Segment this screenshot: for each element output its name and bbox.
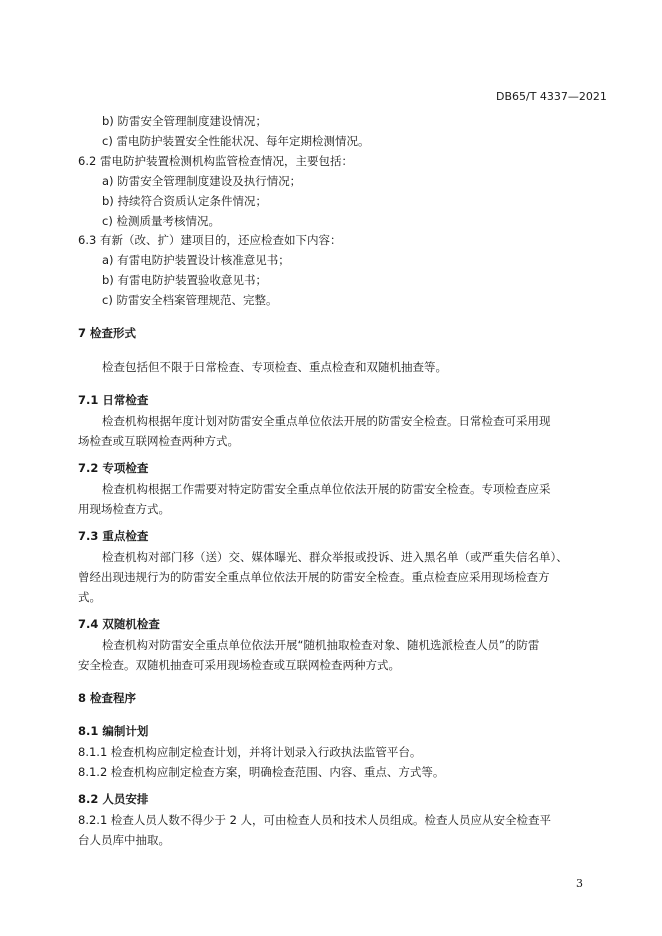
list-item: a) 防雷安全管理制度建设及执行情况； [102,174,302,188]
list-item: b) 防雷安全管理制度建设情况； [102,114,267,128]
paragraph: 检查包括但不限于日常检查、专项检查、重点检查和双随机抽查等。 [102,360,447,374]
list-item: a) 有雷电防护装置设计核准意见书； [102,253,290,267]
paragraph: 用现场检查方式。 [78,502,170,516]
list-item: c) 防雷安全档案管理规范、完整。 [102,293,278,307]
paragraph: 检查机构对部门移（送）交、媒体曝光、群众举报或投诉、进入黑名单（或严重失信名单）、 [102,550,568,564]
section-heading-7-3: 7.3 重点检查 [78,529,149,543]
list-item: c) 检测质量考核情况。 [102,214,220,228]
section-heading-7-2: 7.2 专项检查 [78,461,149,475]
section-heading-8-2: 8.2 人员安排 [78,792,149,806]
clause-8-1-2: 8.1.2 检查机构应制定检查方案，明确检查范围、内容、重点、方式等。 [78,765,445,779]
section-heading-8: 8 检查程序 [78,691,137,705]
clause-6-3: 6.3 有新（改、扩）建项目的，还应检查如下内容： [78,233,342,247]
section-heading-7: 7 检查形式 [78,326,137,340]
list-item: b) 持续符合资质认定条件情况； [102,194,267,208]
clause-6-2: 6.2 雷电防护装置检测机构监管检查情况，主要包括： [78,154,353,168]
paragraph: 式。 [78,590,101,604]
section-heading-7-1: 7.1 日常检查 [78,393,149,407]
list-item: b) 有雷电防护装置验收意见书； [102,273,267,287]
paragraph: 检查机构对防雷安全重点单位依法开展“随机抽取检查对象、随机选派检查人员”的防雷 [102,638,540,652]
paragraph: 安全检查。双随机抽查可采用现场检查或互联网检查两种方式。 [78,658,400,672]
page-number: 3 [576,877,583,890]
paragraph: 检查机构根据年度计划对防雷安全重点单位依法开展的防雷安全检查。日常检查可采用现 [102,414,551,428]
paragraph: 曾经出现违规行为的防雷安全重点单位依法开展的防雷安全检查。重点检查应采用现场检查方 [78,570,550,584]
doc-code: DB65/T 4337—2021 [496,90,607,103]
paragraph: 场检查或互联网检查两种方式。 [78,434,239,448]
section-heading-8-1: 8.1 编制计划 [78,724,149,738]
section-heading-7-4: 7.4 双随机检查 [78,617,160,631]
clause-8-2-1: 8.2.1 检查人员人数不得少于 2 人，可由检查人员和技术人员组成。检查人员应从安全检查平 [78,813,552,827]
paragraph: 台人员库中抽取。 [78,833,170,847]
clause-8-1-1: 8.1.1 检查机构应制定检查计划，并将计划录入行政执法监管平台。 [78,745,422,759]
paragraph: 检查机构根据工作需要对特定防雷安全重点单位依法开展的防雷安全检查。专项检查应采 [102,482,551,496]
list-item: c) 雷电防护装置安全性能状况、每年定期检测情况。 [102,134,370,148]
